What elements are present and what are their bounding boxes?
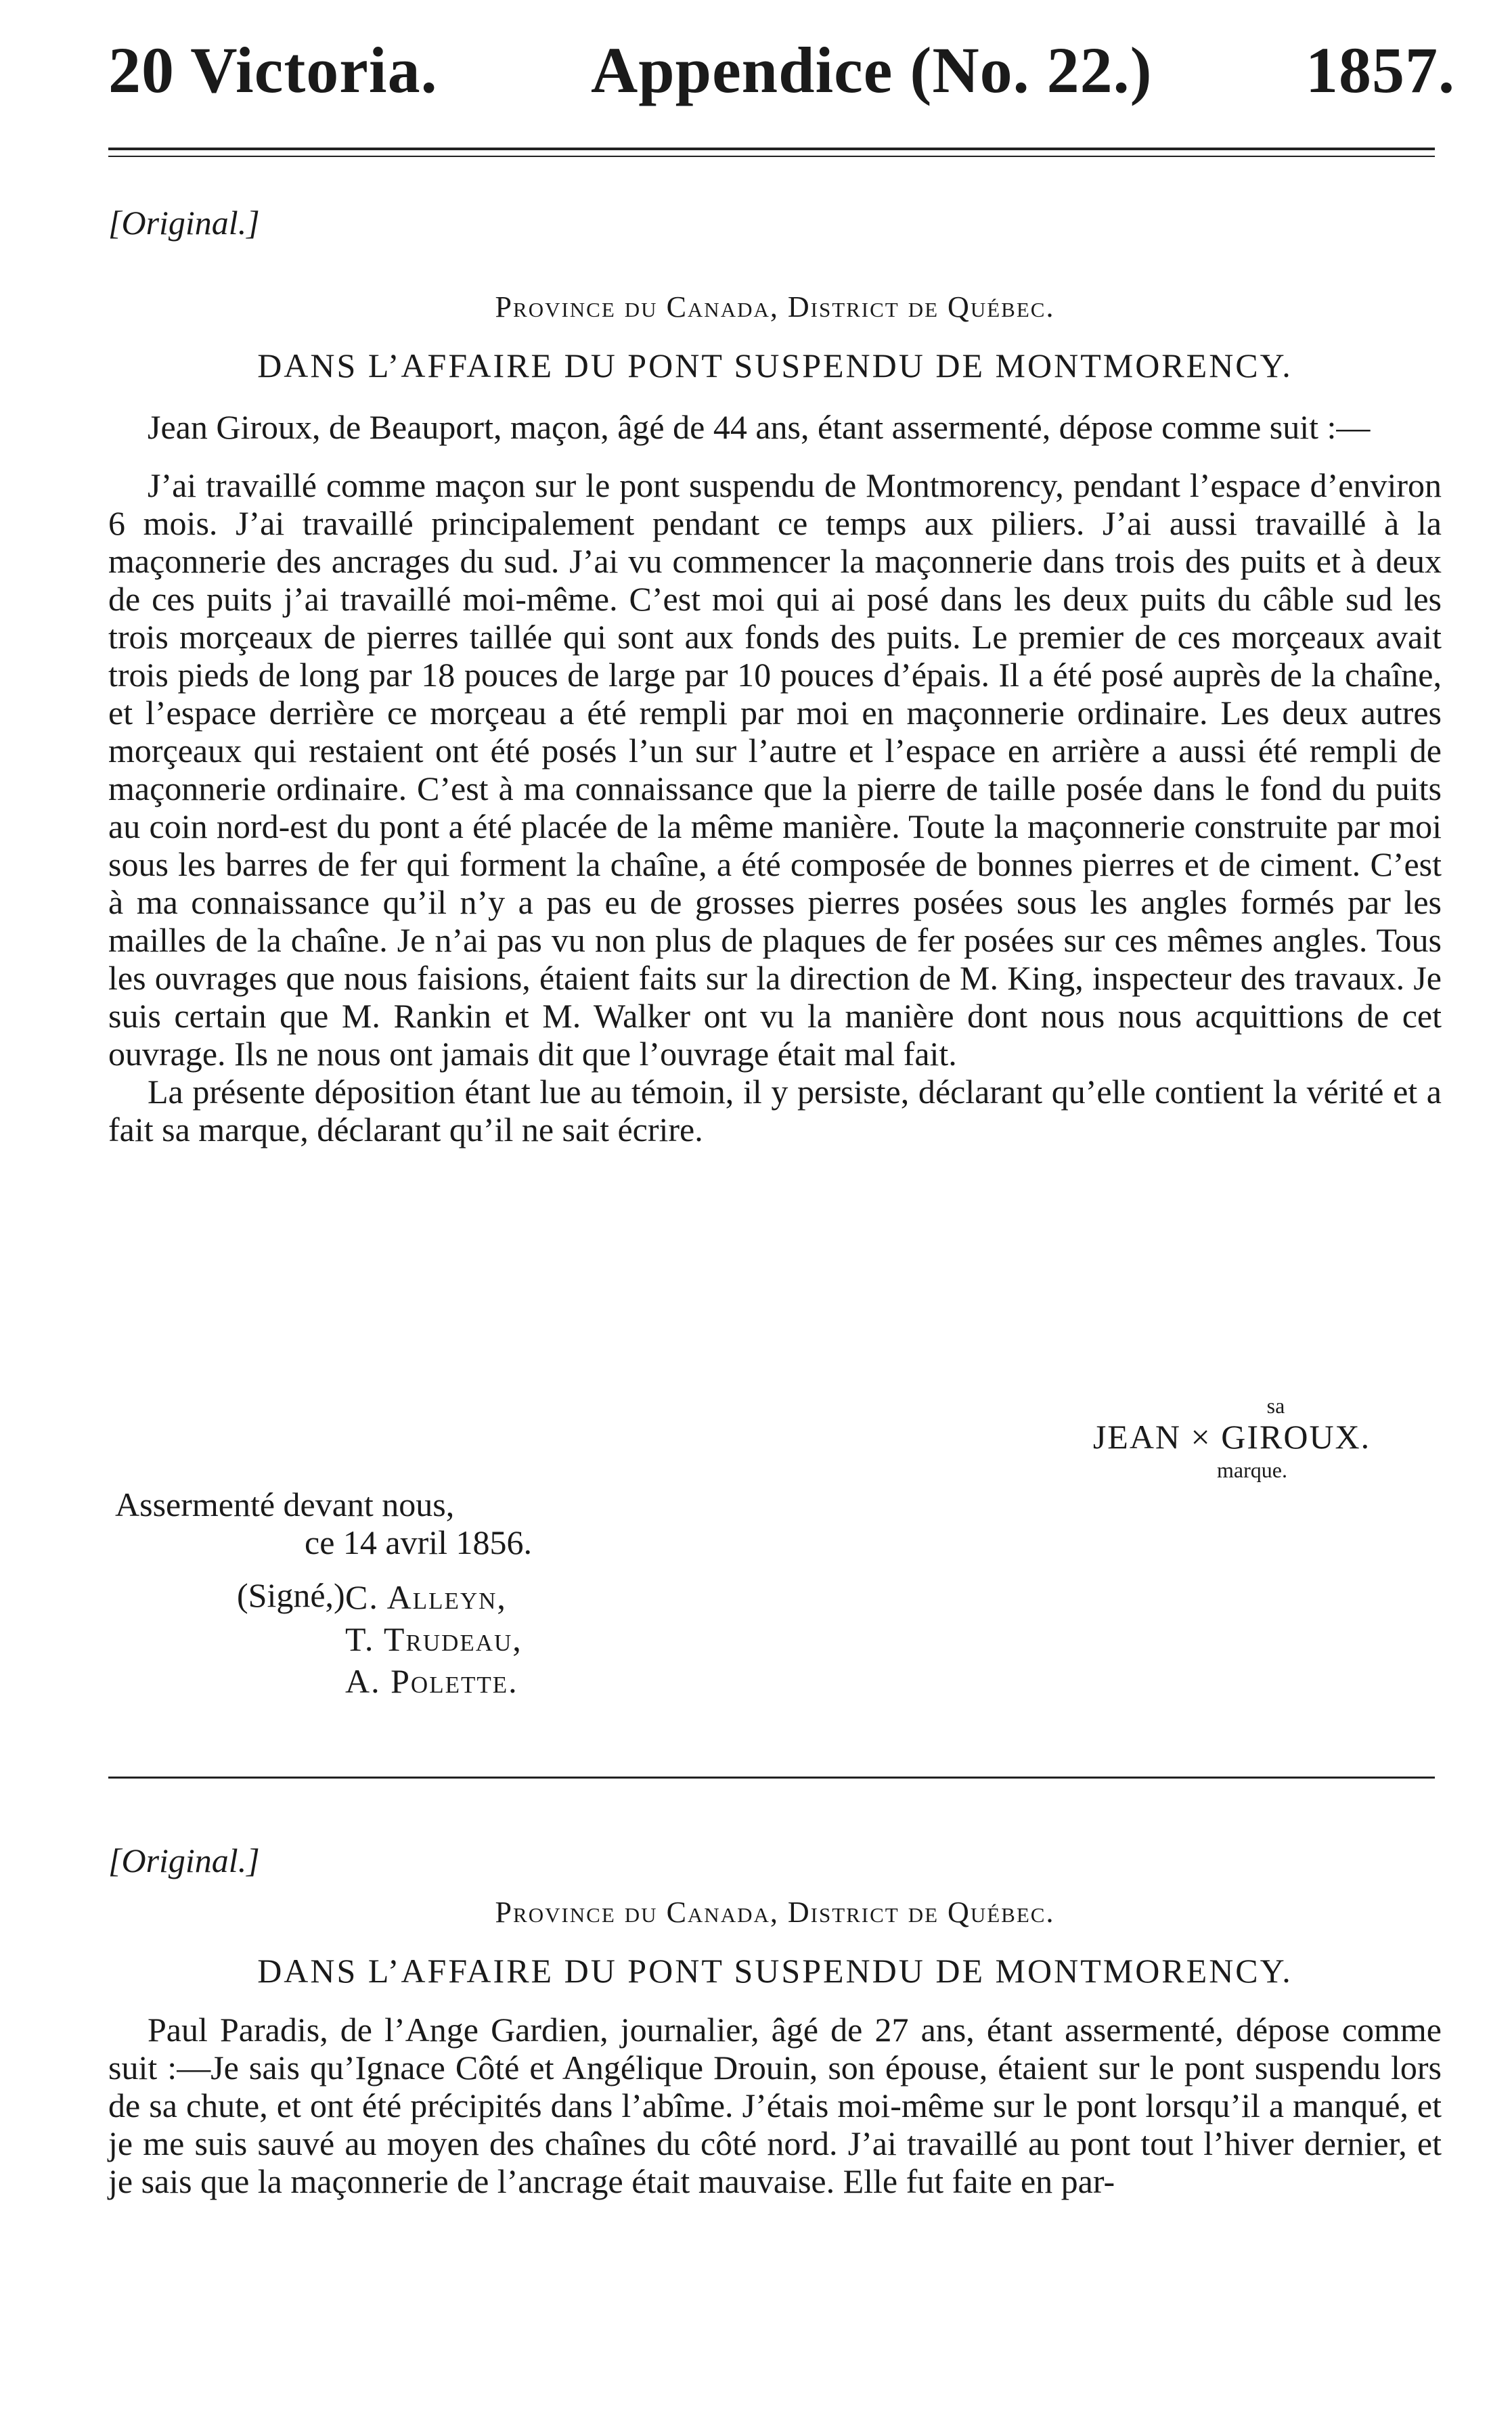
province-heading: Province du Canada, District de Québec. xyxy=(495,290,1055,323)
affaire-heading: DANS L’AFFAIRE DU PONT SUSPENDU DE MONTMORENCY. xyxy=(257,1952,1293,1990)
sworn-before xyxy=(115,1486,532,1702)
header-session: 20 Victoria. xyxy=(108,34,438,106)
sworn-line: Assermenté devant nous, xyxy=(115,1486,455,1523)
signer-name: T. Trudeau, xyxy=(345,1620,522,1658)
running-head xyxy=(108,32,1455,114)
affaire-heading: DANS L’AFFAIRE DU PONT SUSPENDU DE MONTMORENCY. xyxy=(257,347,1293,384)
deposition-body: Paul Paradis, de l’Ange Gardien, journalier, âgé de 27 ans, étant assermenté, dépose comme suit :—Je sais qu’Ignace Côté et Angélique Drouin, son épouse, étaient sur le pont suspendu lors de sa chute, et ont été précipités dans l’abîme. J’étais moi-même sur le pont lorsqu’il a manqué, et je me suis sauvé au moyen des chaînes du côté nord. J’ai travaillé au pont tout l’hiver dernier, et je sais que la maçonnerie de l’ancrage était mauvaise. Elle fut faite en par- xyxy=(108,2011,1442,2200)
header-year: 1857. xyxy=(1306,34,1455,106)
original-tag: [Original.] xyxy=(108,204,260,242)
header-rule xyxy=(108,148,1435,157)
signature-sa: sa xyxy=(1266,1393,1285,1418)
signer-name: C. Alleyn, xyxy=(345,1578,507,1616)
signer-name: A. Polette. xyxy=(345,1662,518,1700)
header-appendix: Appendice (No. 22.) xyxy=(590,34,1153,106)
deposition-closing: La présente déposition étant lue au témoin, il y persiste, déclarant qu’elle contient la vérité et a fait sa marque, déclarant qu’il ne sait écrire. xyxy=(108,1073,1442,1148)
signature-marque: marque. xyxy=(1217,1458,1287,1482)
deposition-body: J’ai travaillé comme maçon sur le pont suspendu de Montmorency, pendant l’espace d’environ 6 mois. J’ai travaillé principalement pendant ce temps aux piliers. J’ai aussi travaillé à la maçonnerie des ancrages du sud. J’ai vu commencer la maçonnerie dans trois des puits et à deux de ces puits j’ai travaillé moi-même. C’est moi qui ai posé dans les deux puits du câble sud les trois morçeaux de pierres taillée qui sont aux fonds des puits. Le premier de ces morçeaux avait trois pieds de long par 18 pouces de large par 10 pouces d’épais. Il a été posé auprès de la chaîne, et l’espace derrière ce morçeau a été rempli par moi en maçonnerie ordinaire. Les deux autres morçeaux qui restaient ont été posés l’un sur l’autre et l’espace en arrière a aussi été rempli de maçonnerie ordinaire. C’est à ma connaissance que la pierre de taille posée dans le fond du puits au coin nord-est du pont a été placée de la même manière. Toute la maçonnerie construite par moi sous les barres de fer qui forment la chaîne, a été composée de bonnes pierres et de ciment. C’est à ma connaissance qu’il n’y a pas eu de grosses pierres posées sous les angles formés par les mailles de la chaîne. Je n’ai pas vu non plus de plaques de fer posées sur ces mêmes angles. Tous les ouvrages que nous faisions, étaient faits sur la direction de M. King, inspecteur des travaux. Je suis certain que M. Rankin et M. Walker ont vu la manière dont nous nous acquittions de cet ouvrage. Ils ne nous ont jamais dit que l’ouvrage était mal fait. xyxy=(108,466,1442,1073)
signature-name: JEAN × GIROUX. xyxy=(1092,1418,1371,1456)
original-tag: [Original.] xyxy=(108,1842,260,1879)
deposition-intro: Jean Giroux, de Beauport, maçon, âgé de 44 ans, étant assermenté, dépose comme suit :— xyxy=(148,408,1371,446)
section-divider xyxy=(108,1777,1435,1779)
witness-signature xyxy=(1056,1394,1408,1483)
province-heading: Province du Canada, District de Québec. xyxy=(495,1896,1055,1929)
sworn-date: ce 14 avril 1856. xyxy=(305,1523,533,1561)
signers-list xyxy=(345,1576,522,1702)
deposition-paradis xyxy=(108,1841,1442,2200)
deposition-giroux xyxy=(108,203,1442,1148)
signed-label: (Signé,) xyxy=(237,1576,345,1614)
